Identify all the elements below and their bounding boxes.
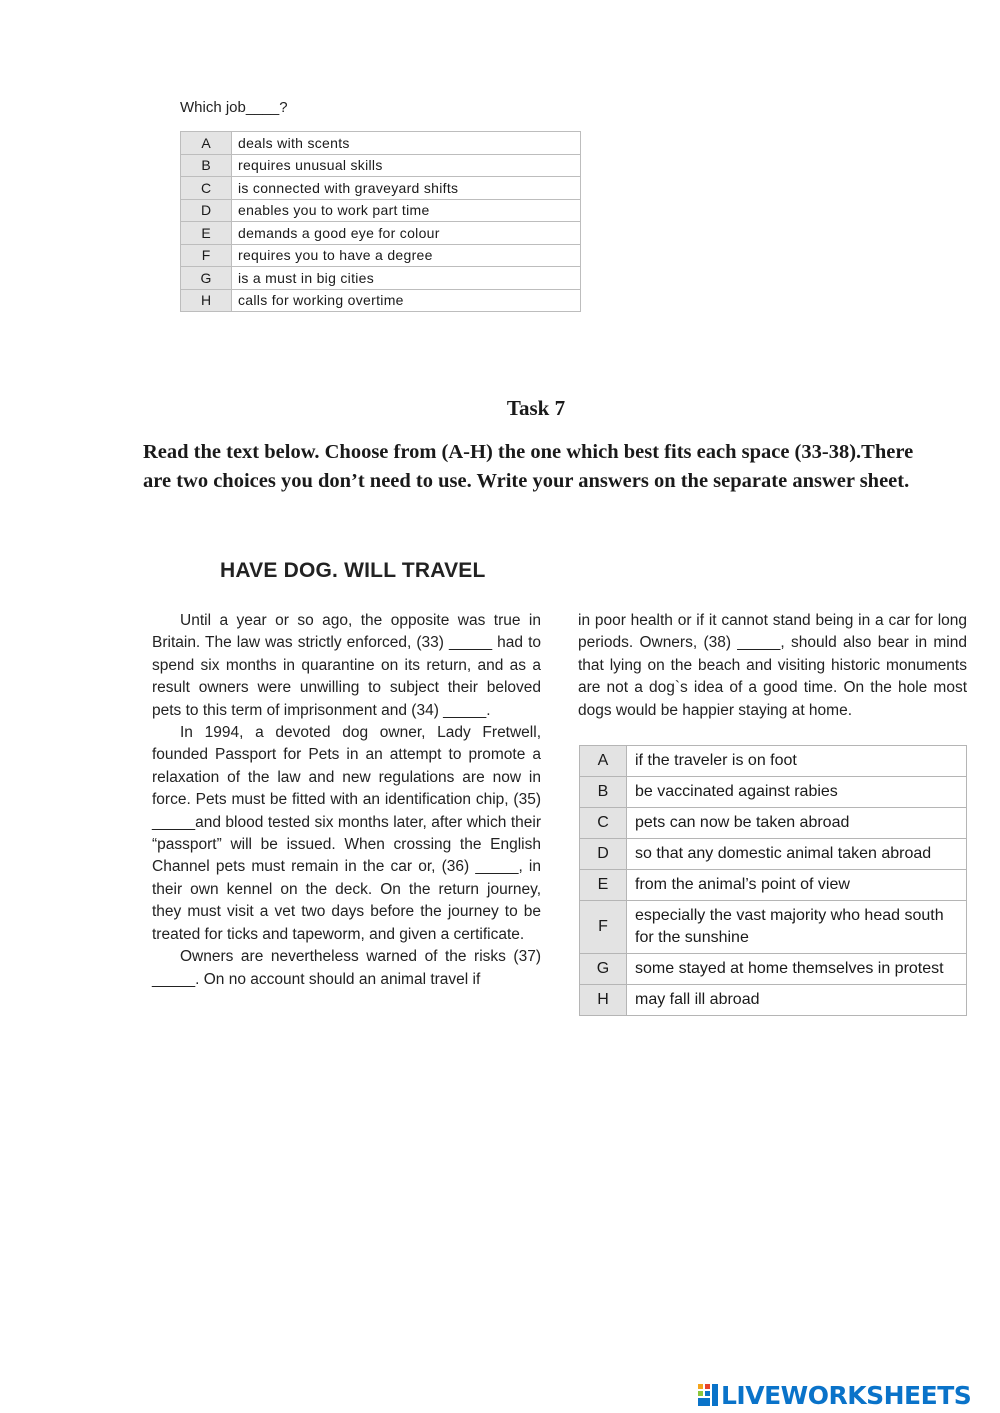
choice-text: from the animal’s point of view bbox=[627, 870, 967, 901]
question-option-row bbox=[181, 222, 581, 245]
choice-letter: D bbox=[580, 839, 627, 870]
choice-letter: H bbox=[580, 985, 627, 1016]
question-option-row bbox=[181, 244, 581, 267]
option-letter: F bbox=[181, 244, 232, 267]
answer-choices-table bbox=[579, 745, 967, 1016]
choice-row bbox=[580, 870, 967, 901]
choice-letter: A bbox=[580, 746, 627, 777]
choice-text: pets can now be taken abroad bbox=[627, 808, 967, 839]
choice-letter: B bbox=[580, 777, 627, 808]
option-text: is a must in big cities bbox=[232, 267, 581, 290]
article-paragraph: in poor health or if it cannot stand being in a car for long periods. Owners, (38) _____, should also bear in mind that lying on the beach and visiting historic monuments are not a dog`s idea of a good time. On the hole most dogs would be happier staying at home. bbox=[578, 612, 967, 719]
article-paragraph: Owners are nevertheless warned of the risks (37) _____. On no account should an animal travel if bbox=[152, 948, 541, 988]
question-option-row bbox=[181, 199, 581, 222]
choice-row bbox=[580, 808, 967, 839]
liveworksheets-logo-text: LIVEWORKSHEETS bbox=[721, 1380, 972, 1410]
choice-text: be vaccinated against rabies bbox=[627, 777, 967, 808]
option-text: enables you to work part time bbox=[232, 199, 581, 222]
option-letter: A bbox=[181, 132, 232, 155]
question-option-row bbox=[181, 267, 581, 290]
question-option-row bbox=[181, 154, 581, 177]
liveworksheets-logo-icon bbox=[697, 1382, 719, 1408]
liveworksheets-logo bbox=[697, 1378, 971, 1412]
article-left-column bbox=[152, 610, 541, 991]
option-letter: H bbox=[181, 289, 232, 312]
question-option-row bbox=[181, 177, 581, 200]
choice-letter: C bbox=[580, 808, 627, 839]
option-text: is connected with graveyard shifts bbox=[232, 177, 581, 200]
choice-row bbox=[580, 839, 967, 870]
option-text: demands a good eye for colour bbox=[232, 222, 581, 245]
choice-letter: F bbox=[580, 901, 627, 954]
option-letter: D bbox=[181, 199, 232, 222]
option-text: requires unusual skills bbox=[232, 154, 581, 177]
option-letter: G bbox=[181, 267, 232, 290]
choice-text: some stayed at home themselves in protest bbox=[627, 954, 967, 985]
task-instructions: Read the text below. Choose from (A-H) the one which best fits each space (33-38).There are two choices you don’t need to use. Write your answers on the separate answer sheet. bbox=[143, 441, 914, 492]
choice-row bbox=[580, 901, 967, 954]
choice-letter: G bbox=[580, 954, 627, 985]
question-option-row bbox=[181, 289, 581, 312]
article-paragraph: Until a year or so ago, the opposite was true in Britain. The law was strictly enforced, (33) _____ had to spend six months in quarantine on its return, and as a result owners were unwilling to subject their beloved pets to this term of imprisonment and (34) _____. bbox=[152, 612, 541, 719]
option-letter: E bbox=[181, 222, 232, 245]
task-title: Task 7 bbox=[506, 396, 566, 420]
choice-row bbox=[580, 777, 967, 808]
option-text: deals with scents bbox=[232, 132, 581, 155]
choice-row bbox=[580, 985, 967, 1016]
choice-text: if the traveler is on foot bbox=[627, 746, 967, 777]
question-options-table bbox=[180, 131, 581, 312]
choice-row bbox=[580, 954, 967, 985]
choice-text: especially the vast majority who head south for the sunshine bbox=[627, 901, 967, 954]
option-text: requires you to have a degree bbox=[232, 244, 581, 267]
article-right-column bbox=[578, 610, 967, 722]
question-title: Which job____? bbox=[180, 99, 288, 116]
option-letter: B bbox=[181, 154, 232, 177]
question-option-row bbox=[181, 132, 581, 155]
choice-row bbox=[580, 746, 967, 777]
option-text: calls for working overtime bbox=[232, 289, 581, 312]
choice-text: so that any domestic animal taken abroad bbox=[627, 839, 967, 870]
article-paragraph: In 1994, a devoted dog owner, Lady Fretwell, founded Passport for Pets in an attempt to promote a relaxation of the law and new regulations are now in force. Pets must be fitted with an identification chip, (35) _____and blood tested six months later, after which their “passport” will be issued. When crossing the English Channel pets must remain in the car or, (36) _____, in their own kennel on the deck. On the return journey, they must visit a vet two days before the journey to be treated for ticks and tapeworm, and given a certificate. bbox=[152, 724, 541, 943]
choice-letter: E bbox=[580, 870, 627, 901]
option-letter: C bbox=[181, 177, 232, 200]
choice-text: may fall ill abroad bbox=[627, 985, 967, 1016]
article-title: HAVE DOG. WILL TRAVEL bbox=[220, 559, 486, 582]
